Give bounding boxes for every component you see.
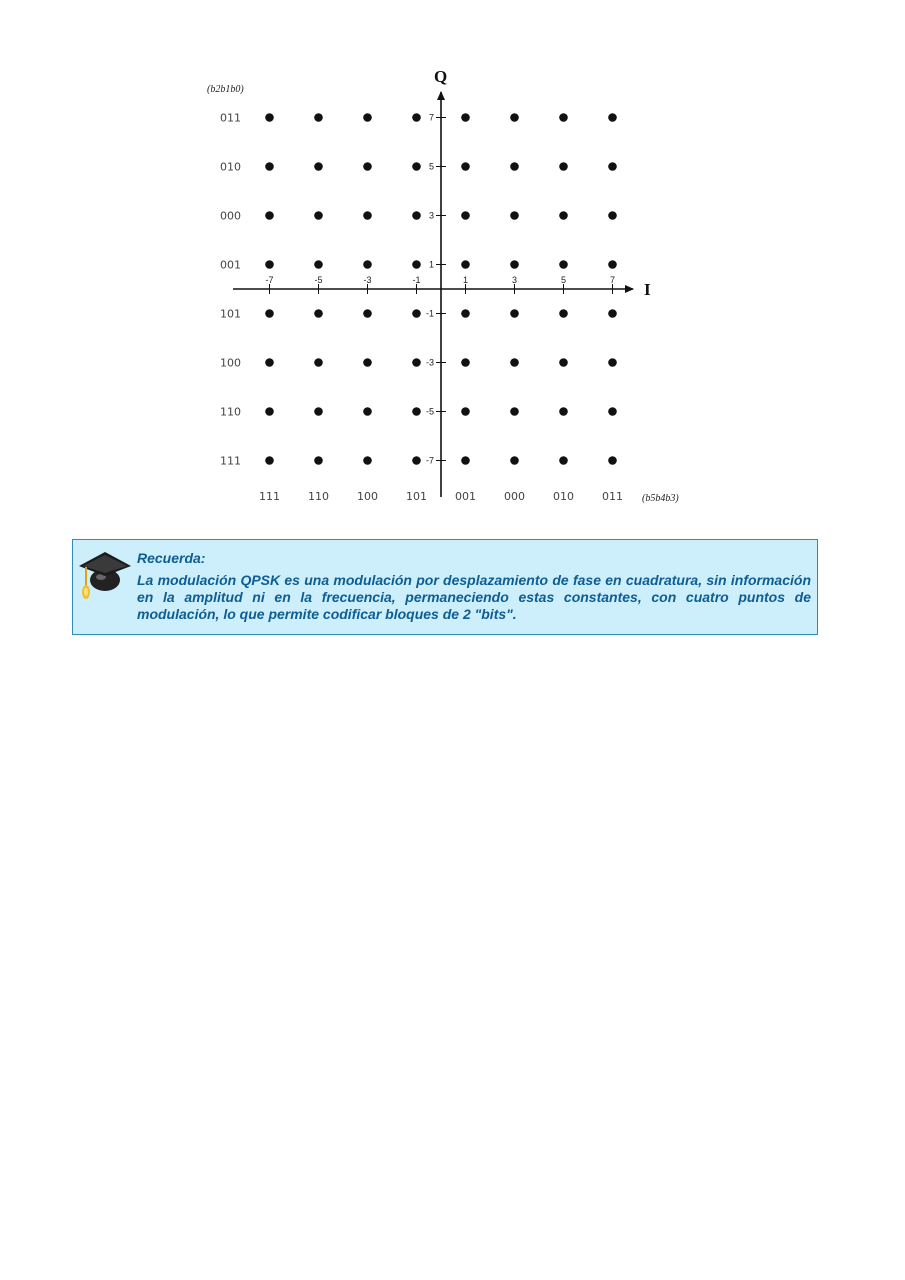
constellation-point	[461, 407, 470, 416]
constellation-point	[412, 407, 421, 416]
constellation-point	[608, 407, 617, 416]
row-bits-label: 100	[220, 356, 241, 370]
constellation-point	[559, 211, 568, 220]
row-bits-label: 110	[220, 405, 241, 419]
constellation-point	[461, 309, 470, 318]
constellation-svg	[195, 60, 679, 520]
constellation-point	[461, 113, 470, 122]
constellation-point	[510, 162, 519, 171]
row-bits-label: 011	[220, 111, 241, 125]
constellation-point	[363, 358, 372, 367]
constellation-point	[314, 211, 323, 220]
q-tick-label: -7	[425, 455, 434, 466]
i-tick-label: 1	[462, 275, 469, 285]
constellation-point	[412, 211, 421, 220]
constellation-point	[608, 456, 617, 465]
constellation-point	[559, 456, 568, 465]
constellation-point	[314, 162, 323, 171]
col-bits-label: 011	[602, 490, 623, 503]
row-bits-label: 001	[220, 258, 241, 272]
q-tick-label: 1	[428, 259, 434, 270]
reminder-title: Recuerda:	[137, 550, 206, 566]
constellation-point	[510, 309, 519, 318]
constellation-point	[265, 407, 274, 416]
constellation-point	[412, 309, 421, 318]
constellation-point	[461, 456, 470, 465]
constellation-point	[265, 456, 274, 465]
constellation-point	[461, 211, 470, 220]
constellation-point	[363, 260, 372, 269]
constellation-point	[510, 260, 519, 269]
constellation-point	[314, 309, 323, 318]
constellation-point	[510, 211, 519, 220]
reminder-text: La modulación QPSK es una modulación por desplazamiento de fase en cuadratura, sin información en la amplitud ni en la frecuencia, permaneciendo estas constantes, con cuatro puntos de modulación, lo que permite codificar bloques de 2 "bits".	[137, 572, 811, 622]
constellation-point	[461, 162, 470, 171]
reminder-box	[72, 539, 818, 635]
col-bits-label: 000	[504, 490, 525, 503]
constellation-point	[314, 407, 323, 416]
col-bits-label: 100	[357, 490, 378, 503]
constellation-point	[608, 211, 617, 220]
q-tick-label: -5	[425, 406, 434, 417]
constellation-point	[559, 162, 568, 171]
i-tick-label: 3	[511, 275, 518, 285]
q-tick-label: 7	[428, 112, 434, 123]
constellation-point	[412, 456, 421, 465]
row-bits-label: 000	[220, 209, 241, 223]
constellation-point	[363, 211, 372, 220]
constellation-point	[314, 358, 323, 367]
constellation-point	[608, 358, 617, 367]
i-axis-label: I	[644, 280, 651, 299]
constellation-point	[412, 113, 421, 122]
constellation-point	[461, 260, 470, 269]
col-bits-label: 111	[259, 490, 280, 503]
constellation-point	[608, 162, 617, 171]
constellation-point	[510, 407, 519, 416]
constellation-point	[265, 358, 274, 367]
constellation-point	[265, 309, 274, 318]
row-bits-label: 111	[220, 454, 241, 468]
constellation-point	[510, 456, 519, 465]
constellation-point	[608, 260, 617, 269]
q-tick-label: 5	[428, 161, 434, 172]
i-tick-label: -1	[412, 275, 421, 285]
constellation-point	[412, 260, 421, 269]
col-bits-label: 101	[406, 490, 427, 503]
constellation-point	[265, 162, 274, 171]
constellation-diagram	[195, 60, 679, 520]
constellation-point	[265, 211, 274, 220]
constellation-point	[363, 309, 372, 318]
row-bits-label: 010	[220, 160, 241, 174]
constellation-point	[559, 407, 568, 416]
constellation-point	[412, 358, 421, 367]
constellation-point	[559, 358, 568, 367]
col-bits-label: 110	[308, 490, 329, 503]
constellation-point	[608, 309, 617, 318]
constellation-point	[510, 113, 519, 122]
i-tick-label: 7	[609, 275, 616, 285]
col-bits-label: 010	[553, 490, 574, 503]
constellation-point	[265, 113, 274, 122]
q-axis-label: Q	[434, 67, 448, 86]
constellation-point	[559, 113, 568, 122]
q-tick-label: 3	[428, 210, 434, 221]
constellation-point	[314, 260, 323, 269]
row-bits-label: 101	[220, 307, 241, 321]
constellation-point	[510, 358, 519, 367]
constellation-point	[314, 456, 323, 465]
constellation-point	[461, 358, 470, 367]
constellation-point	[412, 162, 421, 171]
constellation-point	[559, 309, 568, 318]
constellation-point	[363, 456, 372, 465]
constellation-point	[363, 407, 372, 416]
q-tick-label: -1	[425, 308, 434, 319]
col-bits-title: (b5b4b3)	[642, 493, 679, 504]
i-tick-label: 5	[560, 275, 567, 285]
i-tick-label: -3	[363, 275, 372, 285]
constellation-point	[608, 113, 617, 122]
i-tick-label: -7	[265, 275, 274, 285]
col-bits-label: 001	[455, 490, 476, 503]
constellation-point	[363, 162, 372, 171]
constellation-point	[314, 113, 323, 122]
constellation-point	[559, 260, 568, 269]
row-bits-title: (b2b1b0)	[207, 84, 244, 95]
constellation-point	[363, 113, 372, 122]
graduation-cap-icon	[77, 546, 133, 608]
constellation-point	[265, 260, 274, 269]
q-tick-label: -3	[425, 357, 434, 368]
i-tick-label: -5	[314, 275, 323, 285]
